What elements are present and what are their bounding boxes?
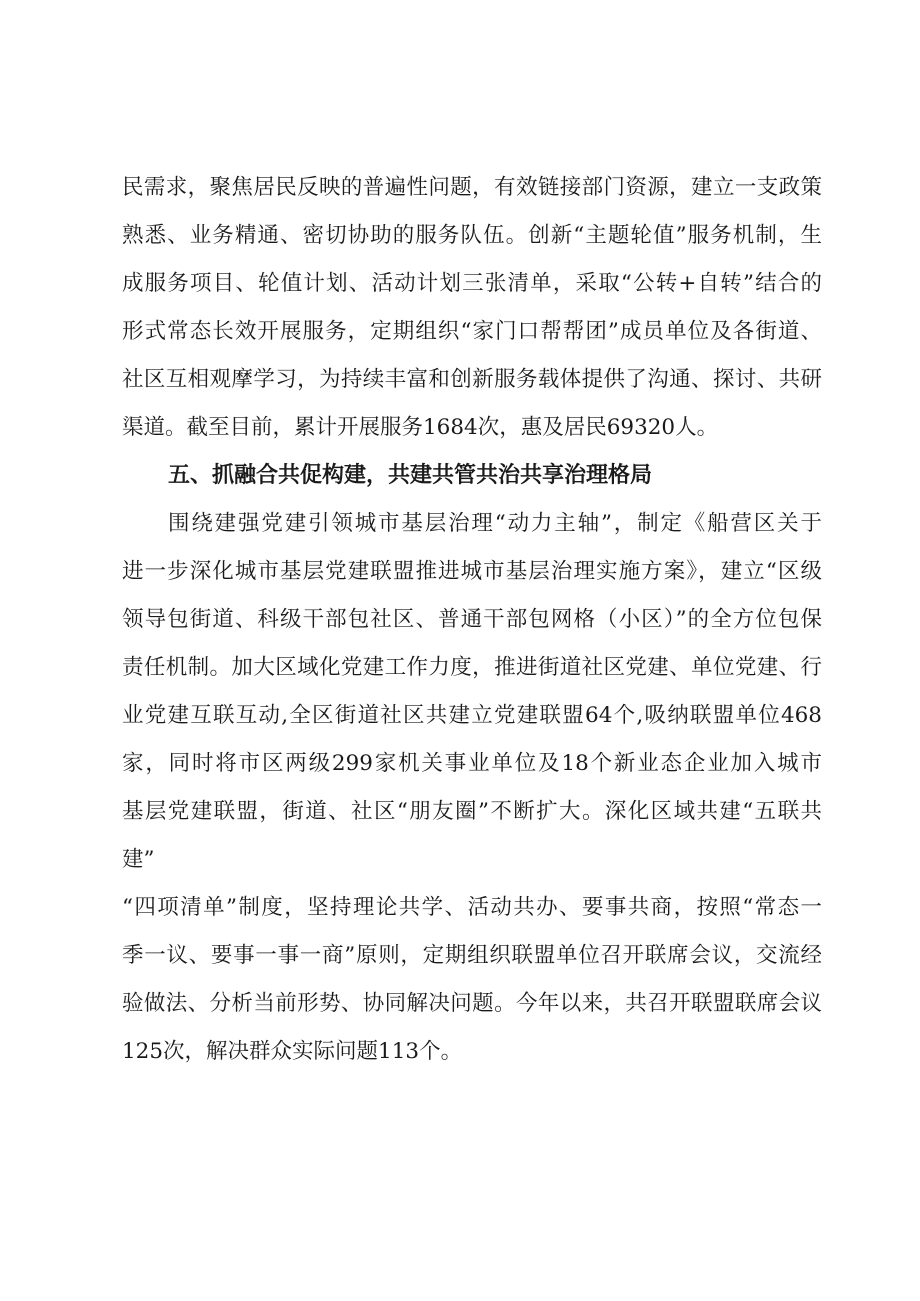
section-heading: 五、抓融合共促构建，共建共管共治共享治理格局 (168, 463, 653, 488)
paragraph-line: 责任机制。加大区域化党建工作力度，推进街道社区党建、单位党建、行 (122, 655, 822, 680)
paragraph-line: 形式常态长效开展服务，定期组织“家门口帮帮团”成员单位及各街道、 (122, 319, 822, 344)
paragraph-line: 领导包街道、科级干部包社区、普通干部包网格（小区）”的全方位包保 (122, 607, 822, 632)
paragraph-line: 基层党建联盟，街道、社区“朋友圈”不断扩大。深化区域共建“五联共 (122, 799, 822, 824)
paragraph-line: 验做法、分析当前形势、协同解决问题。今年以来，共召开联盟联席会议 (122, 991, 822, 1016)
paragraph-line: 社区互相观摩学习，为持续丰富和创新服务载体提供了沟通、探讨、共研 (122, 367, 822, 392)
paragraph-line: “四项清单”制度，坚持理论共学、活动共办、要事共商，按照“常态一 (122, 895, 822, 920)
paragraph-line: 熟悉、业务精通、密切协助的服务队伍。创新“主题轮值”服务机制，生 (122, 223, 822, 248)
paragraph-line: 民需求，聚焦居民反映的普遍性问题，有效链接部门资源，建立一支政策 (122, 175, 822, 200)
paragraph-line: 进一步深化城市基层党建联盟推进城市基层治理实施方案》，建立“区级 (122, 559, 822, 584)
paragraph-line: 季一议、要事一事一商”原则，定期组织联盟单位召开联席会议，交流经 (122, 943, 822, 968)
paragraph-line: 围绕建强党建引领城市基层治理“动力主轴”，制定《船营区关于 (168, 511, 822, 536)
paragraph-line: 家，同时将市区两级299家机关事业单位及18个新业态企业加入城市 (122, 751, 822, 776)
paragraph-line: 渠道。截至目前，累计开展服务1684次，惠及居民69320人。 (122, 415, 719, 440)
paragraph-line: 125次，解决群众实际问题113个。 (122, 1039, 463, 1064)
paragraph-line: 业党建互联互动,全区街道社区共建立党建联盟64个,吸纳联盟单位468 (122, 703, 822, 728)
paragraph-line: 成服务项目、轮值计划、活动计划三张清单，采取“公转+自转”结合的 (122, 271, 822, 296)
paragraph-line: 建” (122, 847, 155, 872)
